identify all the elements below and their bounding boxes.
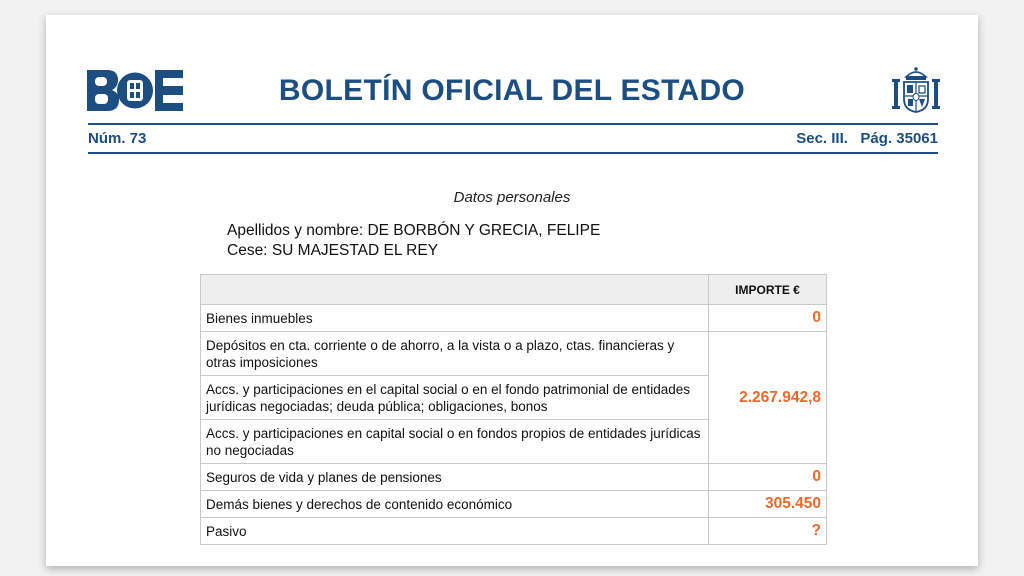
table-row	[201, 491, 827, 518]
table-row	[201, 518, 827, 545]
name-value: DE BORBÓN Y GRECIA, FELIPE	[367, 222, 601, 239]
row-amount: 0	[709, 464, 827, 491]
issue-number: Núm. 73	[88, 130, 147, 147]
row-label: Accs. y participaciones en el capital social o en el fondo patrimonial de entidades jurídicas negociadas; deuda pública; obligaciones, bonos	[201, 376, 709, 420]
row-label: Accs. y participaciones en capital social o en fondos propios de entidades jurídicas no negociadas	[201, 420, 709, 464]
row-amount: 305.450	[709, 491, 827, 518]
amount-column-header: IMPORTE €	[709, 275, 827, 305]
document-page	[46, 15, 978, 566]
table-header-row	[201, 275, 827, 305]
row-amount: ?	[709, 518, 827, 545]
row-label: Depósitos en cta. corriente o de ahorro, a la vista o a plazo, ctas. financieras y otras imposiciones	[201, 332, 709, 376]
header-top-rule	[88, 123, 938, 125]
section-page: Sec. III. Pág. 35061	[796, 130, 938, 147]
assets-table	[200, 274, 827, 545]
table-row	[201, 332, 827, 376]
row-label: Bienes inmuebles	[201, 305, 709, 332]
section-title: Datos personales	[453, 189, 571, 206]
name-label: Apellidos y nombre:	[227, 222, 364, 239]
header-blank-cell	[201, 275, 709, 305]
header-bottom-rule	[88, 152, 938, 154]
cese-line	[227, 242, 438, 260]
name-line	[227, 222, 600, 240]
cese-value: SU MAJESTAD EL REY	[271, 242, 439, 259]
row-amount: 0	[709, 305, 827, 332]
table-row	[201, 305, 827, 332]
coat-of-arms-icon	[891, 65, 941, 115]
table-row	[201, 464, 827, 491]
row-amount-merged: 2.267.942,8	[709, 332, 827, 464]
cese-label: Cese:	[227, 242, 268, 259]
row-label: Seguros de vida y planes de pensiones	[201, 464, 709, 491]
gazette-title: BOLETÍN OFICIAL DEL ESTADO	[278, 74, 746, 107]
row-label: Demás bienes y derechos de contenido económico	[201, 491, 709, 518]
row-label: Pasivo	[201, 518, 709, 545]
